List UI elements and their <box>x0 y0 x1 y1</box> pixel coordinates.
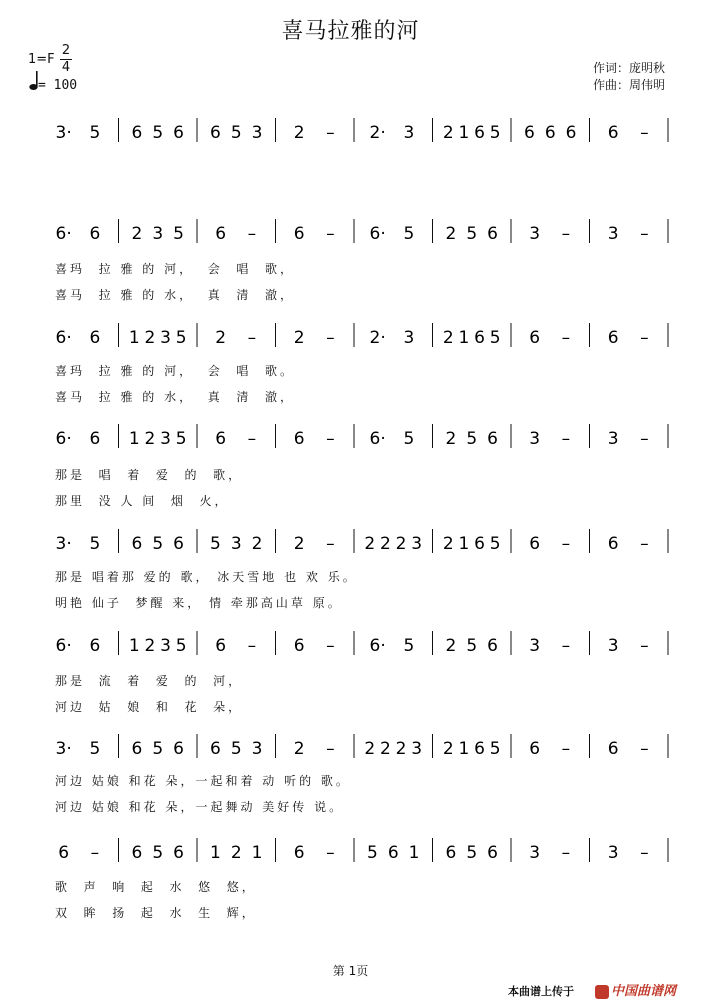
note: 6 <box>58 843 70 863</box>
note: 6 <box>387 843 399 863</box>
note: 5 <box>403 429 415 449</box>
note: 3 <box>160 328 171 348</box>
note: 1 <box>128 429 140 449</box>
note: 1 <box>128 328 140 348</box>
note: 5 <box>489 328 501 348</box>
note: 6 <box>293 429 305 449</box>
note: 5 <box>152 739 164 759</box>
note: – <box>640 224 649 244</box>
note: – <box>247 429 257 449</box>
note: 6 <box>215 429 227 449</box>
tempo-mark: = 100 <box>38 78 78 93</box>
note: 6 <box>293 224 305 244</box>
note: 5 <box>89 534 101 554</box>
note: 6 <box>487 843 498 863</box>
note: 2 <box>364 534 376 554</box>
site-name: 中国曲谱网 <box>611 984 677 999</box>
note: 6 <box>487 429 498 449</box>
note: 3· <box>55 534 72 554</box>
note: 3 <box>230 534 242 554</box>
note: 2 <box>293 534 305 554</box>
note: 6 <box>474 739 485 759</box>
note: 5 <box>403 636 415 656</box>
note: 5 <box>210 534 221 554</box>
note: 3 <box>607 224 619 244</box>
note: 3· <box>55 123 72 143</box>
note: 5 <box>175 328 187 348</box>
note: 6 <box>173 123 184 143</box>
note: 6 <box>474 123 485 143</box>
note: 2 <box>442 123 454 143</box>
composer: 作曲：周伟明 <box>593 78 666 92</box>
note: 6 <box>89 328 101 348</box>
note: 6 <box>293 843 305 863</box>
note: 5 <box>175 636 187 656</box>
note: – <box>326 429 335 449</box>
lyric-line: 那是 唱着那 爱的 歌， 冰天雪地 也 欢 乐。 <box>55 570 358 584</box>
note: – <box>247 328 257 348</box>
note: 2 <box>251 534 263 554</box>
note: 6 <box>445 843 457 863</box>
lyric-line: 喜马 拉 雅 的 水， 真 清 澈， <box>55 390 295 404</box>
meter-top: 2 <box>61 43 71 58</box>
lyric-line: 歌 声 响 起 水 悠 悠， <box>55 880 257 894</box>
note: 5 <box>230 739 242 759</box>
note: – <box>640 328 649 348</box>
note: 5 <box>152 123 164 143</box>
note: 3 <box>152 224 164 244</box>
note: – <box>326 636 335 656</box>
note: 1 <box>458 739 470 759</box>
note: 6 <box>210 123 221 143</box>
note: 3 <box>607 843 619 863</box>
note: 6 <box>607 123 619 143</box>
key-signature: 1=F <box>28 52 55 67</box>
note: 2 <box>445 224 457 244</box>
note: 6· <box>55 328 72 348</box>
note: 6 <box>215 636 227 656</box>
note: 5 <box>489 739 501 759</box>
note: – <box>640 123 649 143</box>
page-number: 第 1页 <box>332 964 369 978</box>
note: – <box>561 534 571 554</box>
note: 5 <box>466 429 478 449</box>
logo-icon <box>595 985 609 999</box>
note: 6 <box>474 328 485 348</box>
site-logo <box>595 980 676 999</box>
note: 2 <box>364 739 376 759</box>
note: 2 <box>144 328 156 348</box>
note: 3 <box>607 636 619 656</box>
note: 3 <box>411 534 423 554</box>
score-title: 喜马拉雅的河 <box>281 19 420 44</box>
note: 2 <box>293 328 305 348</box>
note: 6 <box>607 739 619 759</box>
note: 6 <box>89 429 101 449</box>
note: 6 <box>131 739 143 759</box>
note: 1 <box>251 843 263 863</box>
lyric-line: 喜玛 拉 雅 的 河， 会 唱 歌， <box>55 262 295 276</box>
note: – <box>247 224 257 244</box>
note: 5 <box>367 843 378 863</box>
note: – <box>90 843 100 863</box>
note: 6 <box>529 328 541 348</box>
note: 6 <box>210 739 221 759</box>
note: – <box>326 739 335 759</box>
note: 2· <box>369 328 386 348</box>
note: 3 <box>529 843 541 863</box>
note: – <box>561 739 571 759</box>
note: 1 <box>408 843 420 863</box>
lyric-line: 河边 姑娘 和花 朵，一起舞动 美好传 说。 <box>55 800 345 814</box>
note: 2 <box>442 739 454 759</box>
lyric-line: 喜玛 拉 雅 的 河， 会 唱 歌。 <box>55 364 295 378</box>
note: 1 <box>128 636 140 656</box>
note: 6 <box>565 123 577 143</box>
note: 2 <box>380 739 391 759</box>
note: 6 <box>89 224 101 244</box>
note: – <box>561 843 571 863</box>
note: – <box>326 534 335 554</box>
note: 5 <box>89 739 101 759</box>
note: – <box>326 123 335 143</box>
note: – <box>640 429 649 449</box>
note: 5 <box>489 123 501 143</box>
note: 5 <box>175 429 187 449</box>
note: 6 <box>524 123 535 143</box>
note: 3 <box>529 636 541 656</box>
note: 6 <box>529 534 541 554</box>
note: 3 <box>411 739 423 759</box>
note: – <box>561 224 571 244</box>
lyric-line: 喜马 拉 雅 的 水， 真 清 澈， <box>55 288 295 302</box>
note: 6 <box>529 739 541 759</box>
note: 3 <box>160 636 171 656</box>
note: 6 <box>607 534 619 554</box>
note: 5 <box>489 534 501 554</box>
note: – <box>247 636 257 656</box>
note: 3 <box>403 123 415 143</box>
note: 3 <box>160 429 171 449</box>
lyric-line: 那是 流 着 爱 的 河， <box>55 674 244 688</box>
lyric-line: 那里 没 人 间 烟 火， <box>55 494 230 508</box>
lyricist: 作词：庞明秋 <box>593 61 666 75</box>
note: 2 <box>144 636 156 656</box>
note: 5 <box>466 843 478 863</box>
note: 3 <box>251 123 263 143</box>
note: 1 <box>458 534 470 554</box>
note: – <box>640 534 649 554</box>
note: 5 <box>173 224 184 244</box>
note: 3 <box>403 328 415 348</box>
note: – <box>326 224 335 244</box>
note: 6 <box>215 224 227 244</box>
note: 2 <box>131 224 143 244</box>
note: 2 <box>442 328 454 348</box>
note: 2 <box>293 739 305 759</box>
note: 2 <box>445 636 457 656</box>
note: 2· <box>369 123 386 143</box>
note: 6· <box>55 429 72 449</box>
note: 6 <box>173 534 184 554</box>
note: 6 <box>131 534 143 554</box>
note: – <box>561 429 571 449</box>
lyric-line: 明艳 仙子 梦醒 来， 情 牵那高山草 原。 <box>55 596 343 610</box>
lyric-line: 双 眸 扬 起 水 生 辉， <box>55 906 257 920</box>
note: 6 <box>173 739 184 759</box>
lyric-line: 河边 姑娘 和花 朵，一起和着 动 听的 歌。 <box>55 774 351 788</box>
note: 5 <box>89 123 101 143</box>
note: 3 <box>607 429 619 449</box>
note: 2 <box>293 123 305 143</box>
note: 5 <box>403 224 415 244</box>
note: 5 <box>466 636 478 656</box>
note: 5 <box>152 843 164 863</box>
note: 2 <box>445 429 457 449</box>
note: 6· <box>55 636 72 656</box>
note: 6 <box>131 123 143 143</box>
note: 6 <box>474 534 485 554</box>
note: 1 <box>210 843 221 863</box>
note: 6 <box>607 328 619 348</box>
note: 5 <box>152 534 164 554</box>
upload-note: 本曲谱上传于 <box>508 985 574 998</box>
note: 2 <box>395 739 407 759</box>
note: 6 <box>173 843 184 863</box>
note: 5 <box>466 224 478 244</box>
note: 6 <box>131 843 143 863</box>
note: – <box>326 843 335 863</box>
note: 6· <box>369 636 386 656</box>
note: 6 <box>89 636 101 656</box>
lyric-line: 那是 唱 着 爱 的 歌， <box>55 468 244 482</box>
note: 6· <box>369 429 386 449</box>
note: 2 <box>380 534 391 554</box>
note: 2 <box>442 534 454 554</box>
note: 2 <box>230 843 242 863</box>
note: 6· <box>369 224 386 244</box>
note: 2 <box>215 328 227 348</box>
meter-bottom: 4 <box>61 60 71 75</box>
note: 3 <box>529 429 541 449</box>
note: 5 <box>230 123 242 143</box>
note: – <box>561 636 571 656</box>
note: 2 <box>395 534 407 554</box>
note: 6· <box>55 224 72 244</box>
note: 1 <box>458 328 470 348</box>
note: 6 <box>544 123 556 143</box>
note: 6 <box>487 636 498 656</box>
note: – <box>640 843 649 863</box>
note: – <box>640 636 649 656</box>
note: 6 <box>487 224 498 244</box>
note: 3 <box>251 739 263 759</box>
note: 6 <box>293 636 305 656</box>
note: 3· <box>55 739 72 759</box>
note: – <box>326 328 335 348</box>
note: – <box>561 328 571 348</box>
lyric-line: 河边 姑 娘 和 花 朵， <box>55 700 244 714</box>
note: 3 <box>529 224 541 244</box>
note: – <box>640 739 649 759</box>
note: 1 <box>458 123 470 143</box>
note: 2 <box>144 429 156 449</box>
